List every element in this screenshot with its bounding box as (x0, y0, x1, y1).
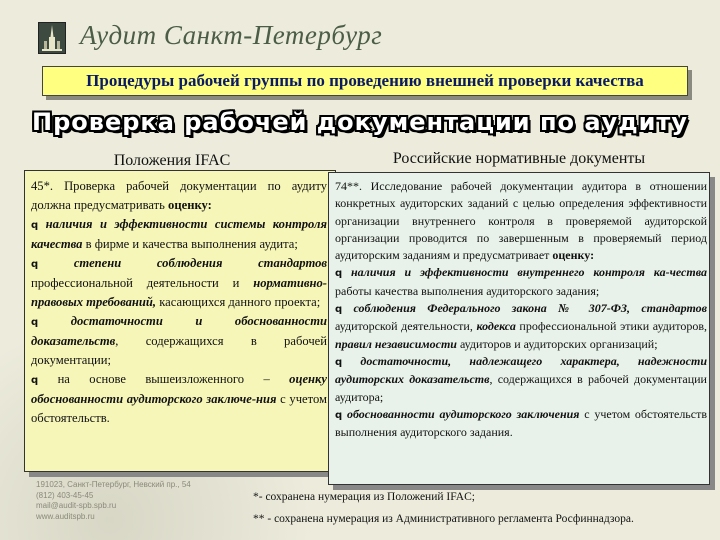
bullet-icon: q (31, 375, 39, 386)
rus-bullet-1 (335, 264, 707, 300)
rus-b2-emph2: кодекса (476, 319, 516, 334)
company-logo (38, 22, 66, 54)
contact-website: www.auditspb.ru (36, 511, 95, 521)
rus-intro-text: 74**. Исследование рабочей документации аудитора в отношении конкретных аудиторских заданий с целью определения эффективности организации внутреннего контроля в проверяемой аудиторской организации проводится по завершенным в проверяемый период аудиторским заданиям и предусматривает (335, 179, 707, 263)
rus-b2-emph3: правил независимости (335, 336, 457, 351)
rus-intro-emph: оценку: (552, 248, 595, 263)
ifac-bullet-3 (31, 312, 327, 370)
ifac-bullet-1 (31, 215, 327, 254)
rus-bullet-3 (335, 353, 707, 406)
bullet-icon: q (31, 317, 39, 328)
footnote-rosfinnadzor: ** - сохранена нумерация из Административного регламента Росфиннадзора. (253, 513, 634, 525)
rus-b2-text: аудиторской деятельности, (335, 319, 477, 334)
rus-b2-text3: аудиторов и аудиторских организаций; (456, 336, 658, 351)
ifac-b1-text: в фирме и качества выполнения аудита; (82, 237, 298, 251)
bullet-icon: q (31, 220, 39, 231)
rus-intro (335, 178, 707, 264)
procedure-header (42, 66, 688, 96)
bullet-icon: q (335, 304, 343, 316)
ifac-b2-text: профессиональной деятельности и (31, 276, 254, 290)
right-column-heading: Российские нормативные документы (392, 150, 646, 167)
ifac-b4-emph: оценку обоснованности аудиторского заключе-ния (31, 372, 327, 406)
rus-b4-text: с учетом обстоятельств выполнения аудиторского задания. (335, 406, 708, 440)
ifac-b1-emph: наличия и эффективности системы контроля качества (31, 217, 327, 251)
main-title: Проверка рабочей документации по аудиту (32, 108, 688, 136)
ifac-provisions-panel (24, 170, 336, 472)
rus-b3-emph: достаточности, надлежащего характера, надежности аудиторских доказательств (335, 353, 707, 387)
brand-name: Аудит Санкт-Петербург (80, 20, 383, 50)
ifac-b4-text2: с учетом обстоятельств. (31, 392, 327, 425)
ifac-b3-text: , содержащихся в рабочей документации; (31, 334, 327, 367)
contact-email: mail@audit-spb.spb.ru (36, 501, 117, 510)
ifac-b2-emph2: нормативно-правовых требований, (31, 276, 327, 309)
rus-b1-emph: наличия и эффективности внутреннего контроля ка-чества (351, 265, 707, 280)
ifac-b3-emph: достаточности и обоснованности доказательств (31, 314, 328, 348)
ifac-b2-emph: степени соблюдения стандартов (73, 256, 327, 270)
contact-address: 191023, Санкт-Петербург, Невский пр., 54 (36, 480, 191, 489)
ifac-bullet-2 (31, 254, 327, 312)
bullet-icon: q (31, 259, 39, 270)
rus-b2-emph: соблюдения Федерального закона № 307-ФЗ, стандартов (353, 301, 707, 316)
spire-logo-icon (39, 23, 65, 53)
ifac-intro-text: 45*. Проверка рабочей документации по аудиту должна предусматривать (31, 179, 327, 212)
ifac-intro (31, 177, 327, 215)
ifac-intro-emph: оценку: (168, 198, 212, 212)
footnote-ifac: *- сохранена нумерация из Положений IFAC; (253, 491, 475, 503)
bullet-icon: q (335, 268, 343, 280)
company-contacts (36, 480, 191, 522)
ifac-b4-text: на основе вышеизложенного – (57, 372, 290, 386)
left-column-heading: Положения IFAC (113, 152, 231, 169)
bullet-icon: q (335, 409, 343, 421)
rus-bullet-4 (335, 406, 707, 442)
rus-bullet-2 (335, 300, 707, 353)
contact-phone: (812) 403-45-45 (36, 490, 94, 500)
bullet-icon: q (335, 356, 343, 368)
rus-b2-text2: профессиональной этики аудиторов, (515, 319, 707, 334)
rus-b4-emph: обоснованности аудиторского заключения (346, 406, 580, 421)
ifac-b2-text2: касающихся данного проекта; (156, 295, 321, 309)
rus-b3-text: , содержащихся в рабочей документации аудитора; (335, 372, 707, 404)
ifac-bullet-4 (31, 370, 327, 428)
procedure-header-text: Процедуры рабочей группы по проведению внешней проверки качества (86, 71, 644, 90)
rus-b1-text: работы качества выполнения аудиторского задания; (335, 283, 600, 298)
russian-regulations-panel (328, 172, 710, 485)
